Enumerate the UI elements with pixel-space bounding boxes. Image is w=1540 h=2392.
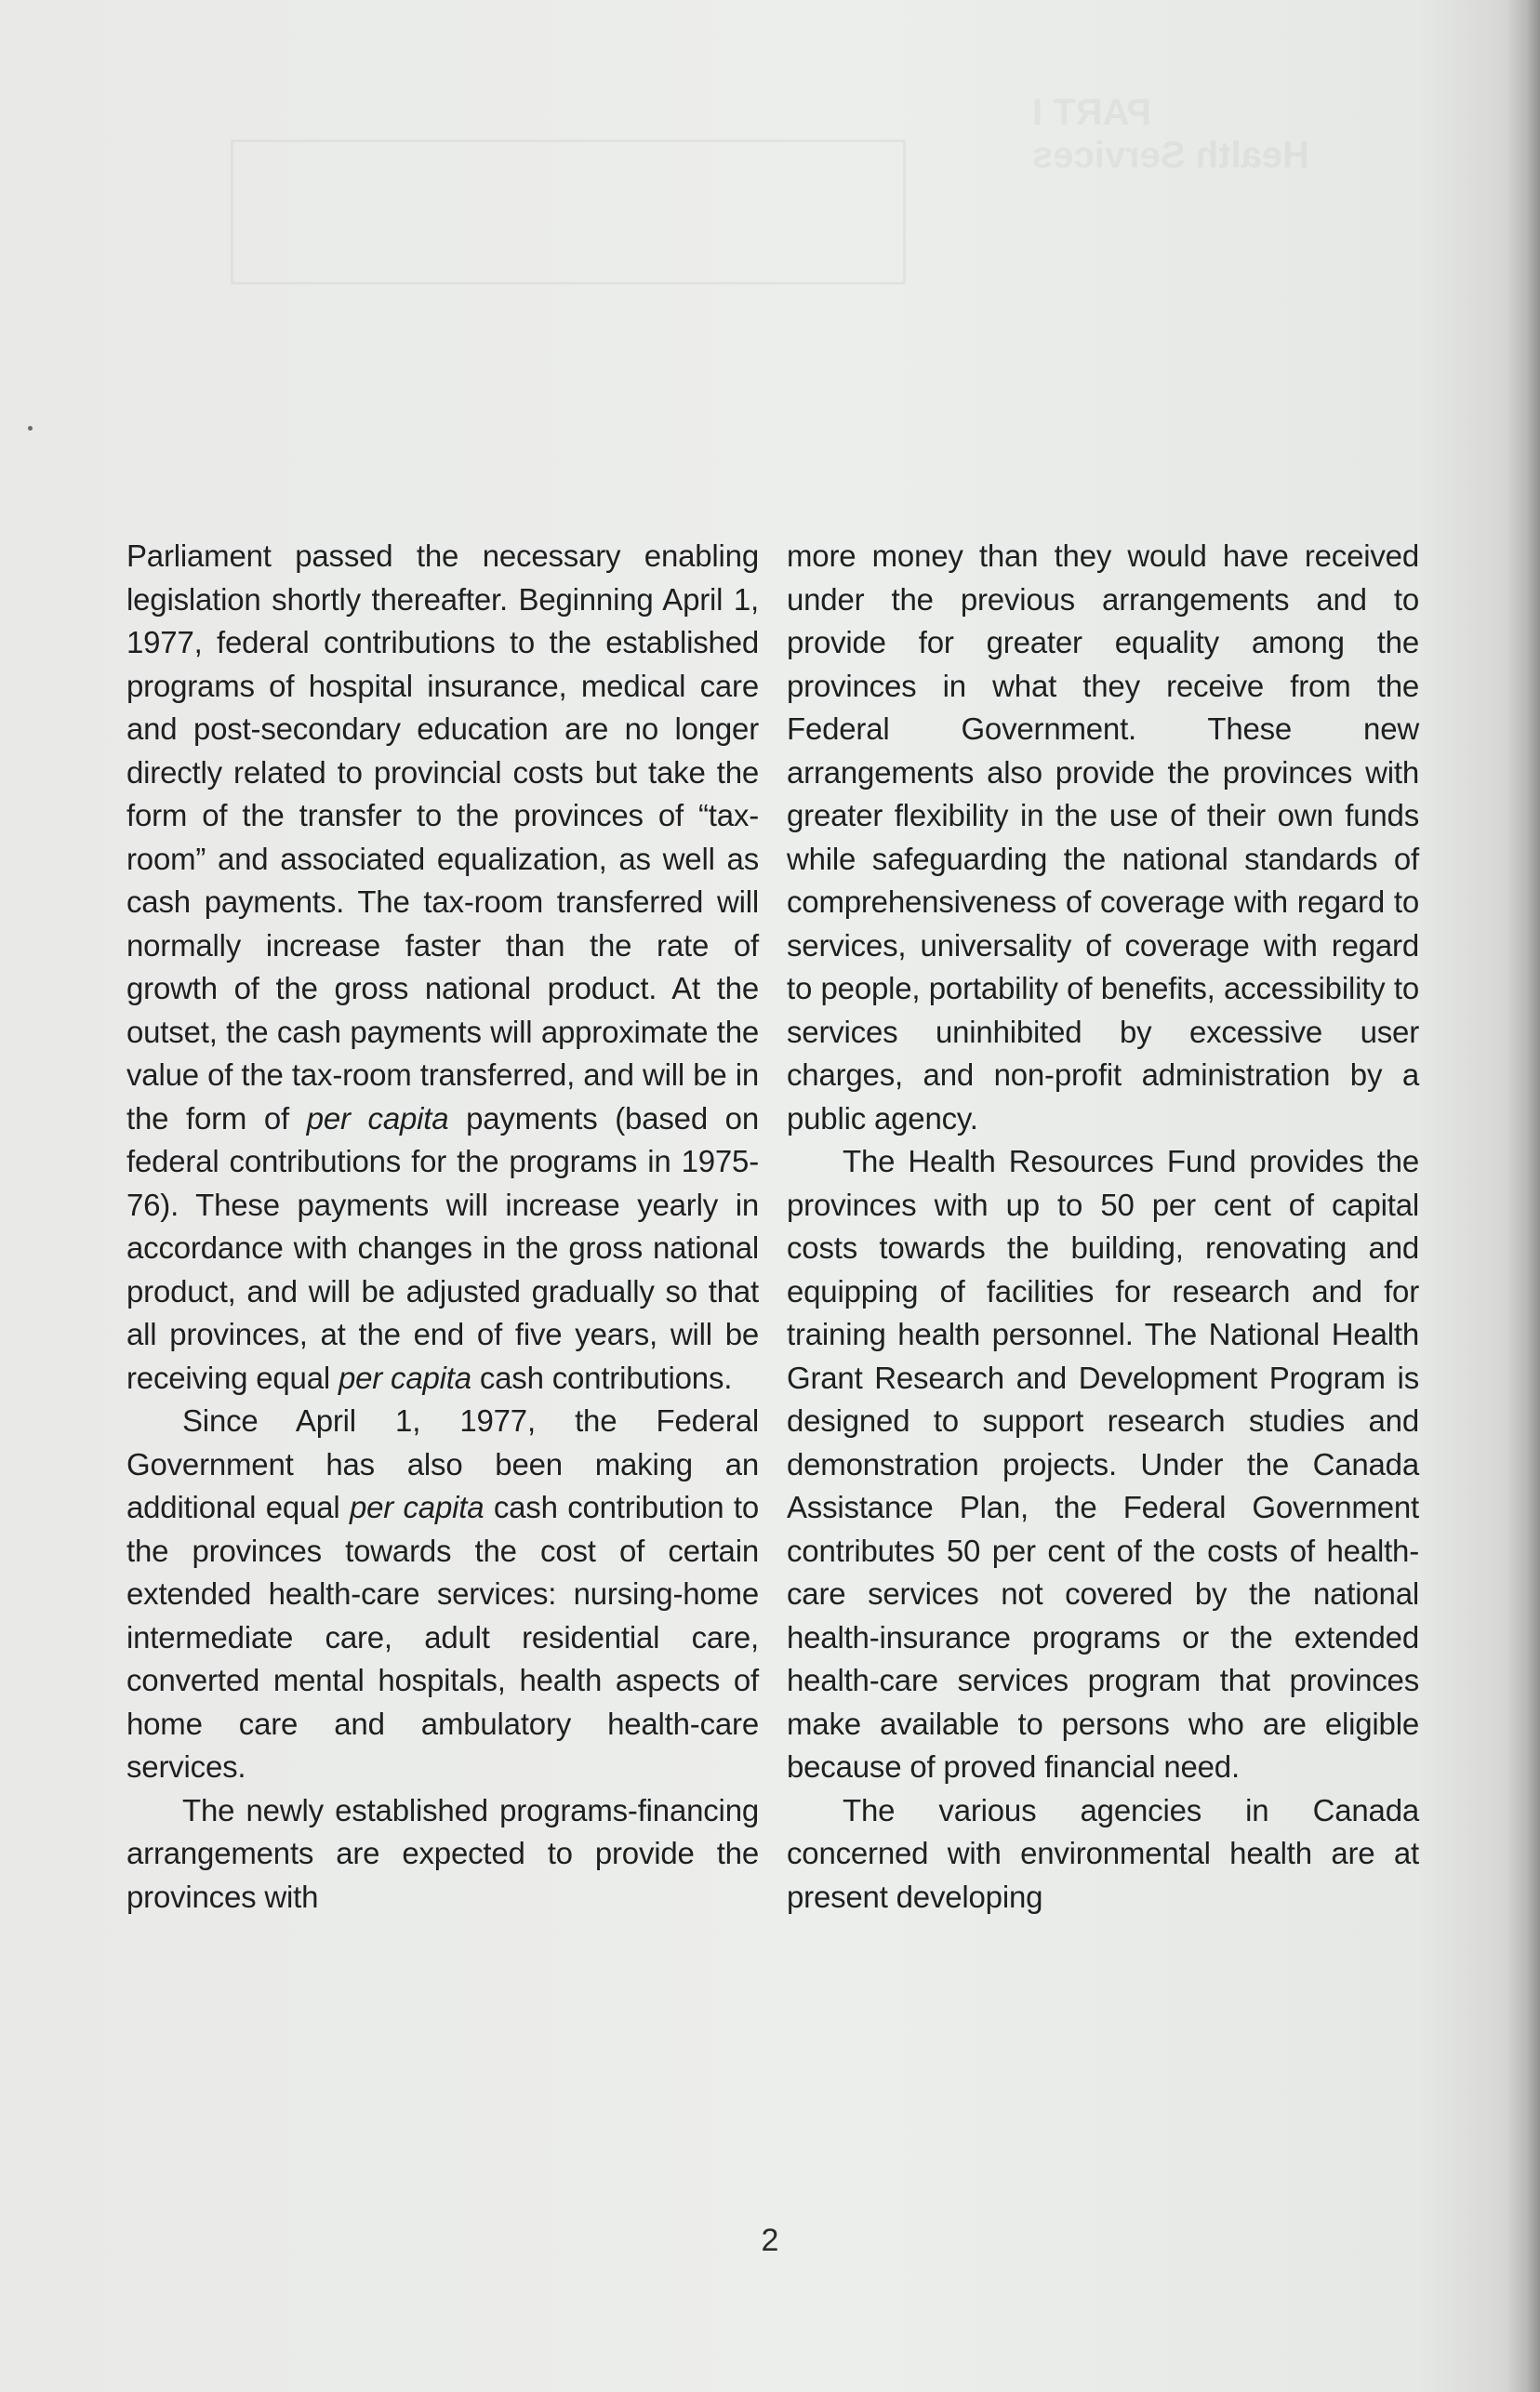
left-paragraph-2	[126, 1400, 759, 1789]
bleed-through-line1	[1032, 91, 1367, 134]
left-p2-italic: per capita	[349, 1490, 485, 1524]
page-edge-shadow	[1507, 0, 1540, 2392]
left-paragraph-3: The newly established programs-financing arrangements are expected to provide the provinces with	[126, 1792, 759, 1914]
left-p1-text: Parliament passed the necessary enabling legislation shortly thereafter. Beginning April 1, 1977, federal contributions to the established programs of hospital insurance, medical care and post-secondary education are no longer directly related to provincial costs but take the form of the transfer to the provinces of “tax-room” and associated equalization, as well as cash payments. The tax-room transferred will normally increase faster than the rate of growth of the gross national product. At the outset, the cash payments will approximate the value of the tax-room transferred, and will be in the form of	[126, 538, 759, 1136]
left-paragraph-1	[126, 535, 759, 1400]
bleed-through-box	[231, 140, 906, 285]
right-paragraph-2: The Health Resources Fund provides the provinces with up to 50 per cent of capital costs towards the building, renovating and equipping of facilities for research and for training health personnel. The National Health Grant Research and Development Program is designed to support research studies and demonstration projects. Under the Canada Assistance Plan, the Federal Government contributes 50 per cent of the costs of health-care services not covered by the national health-insurance programs or the extended health-care services program that provinces make available to persons who are eligible because of proved financial need.	[787, 1144, 1419, 1784]
left-p1-italic2: per capita	[338, 1360, 471, 1395]
left-p1-end2: cash contributions.	[471, 1360, 733, 1395]
right-paragraph-1: more money than they would have received under the previous arrangements and to provide for greater equality among the provinces in what they receive from the Federal Government. These new arrangements also provide the provinces with greater flexibility in the use of their own funds while safeguarding the national standards of comprehensiveness of coverage with regard to services, universality of coverage with regard to people, portability of benefits, accessibility to services uninhibited by excessive user charges, and non-profit administration by a public agency.	[787, 538, 1419, 1136]
bleed-through-line2	[1032, 134, 1367, 177]
page-number: 2	[761, 2223, 779, 2258]
right-paragraph-3: The various agencies in Canada concerned with environmental health are at present developing	[787, 1792, 1419, 1914]
right-column	[787, 535, 1419, 1919]
left-p2-end: cash contribution to the provinces towards the cost of certain extended health-care services: nursing-home intermediate care, adult residential care, converted mental hospitals, health aspects of home care and ambulatory health-care services.	[126, 1490, 759, 1784]
left-p1-italic: per capita	[306, 1100, 449, 1136]
left-p1-end: payments (based on federal contributions for the programs in 1975-76). These payments will increase yearly in accordance with changes in the gross national product, and will be adjusted gradually so that all provinces, at the end of five years, will be receiving equal	[126, 1100, 759, 1395]
paper-speck	[28, 426, 33, 431]
left-p2-text: Since April 1, 1977, the Federal Government has also been making an additional equal	[126, 1403, 759, 1524]
bleed-through-heading	[1032, 91, 1367, 177]
left-column	[126, 535, 759, 1919]
